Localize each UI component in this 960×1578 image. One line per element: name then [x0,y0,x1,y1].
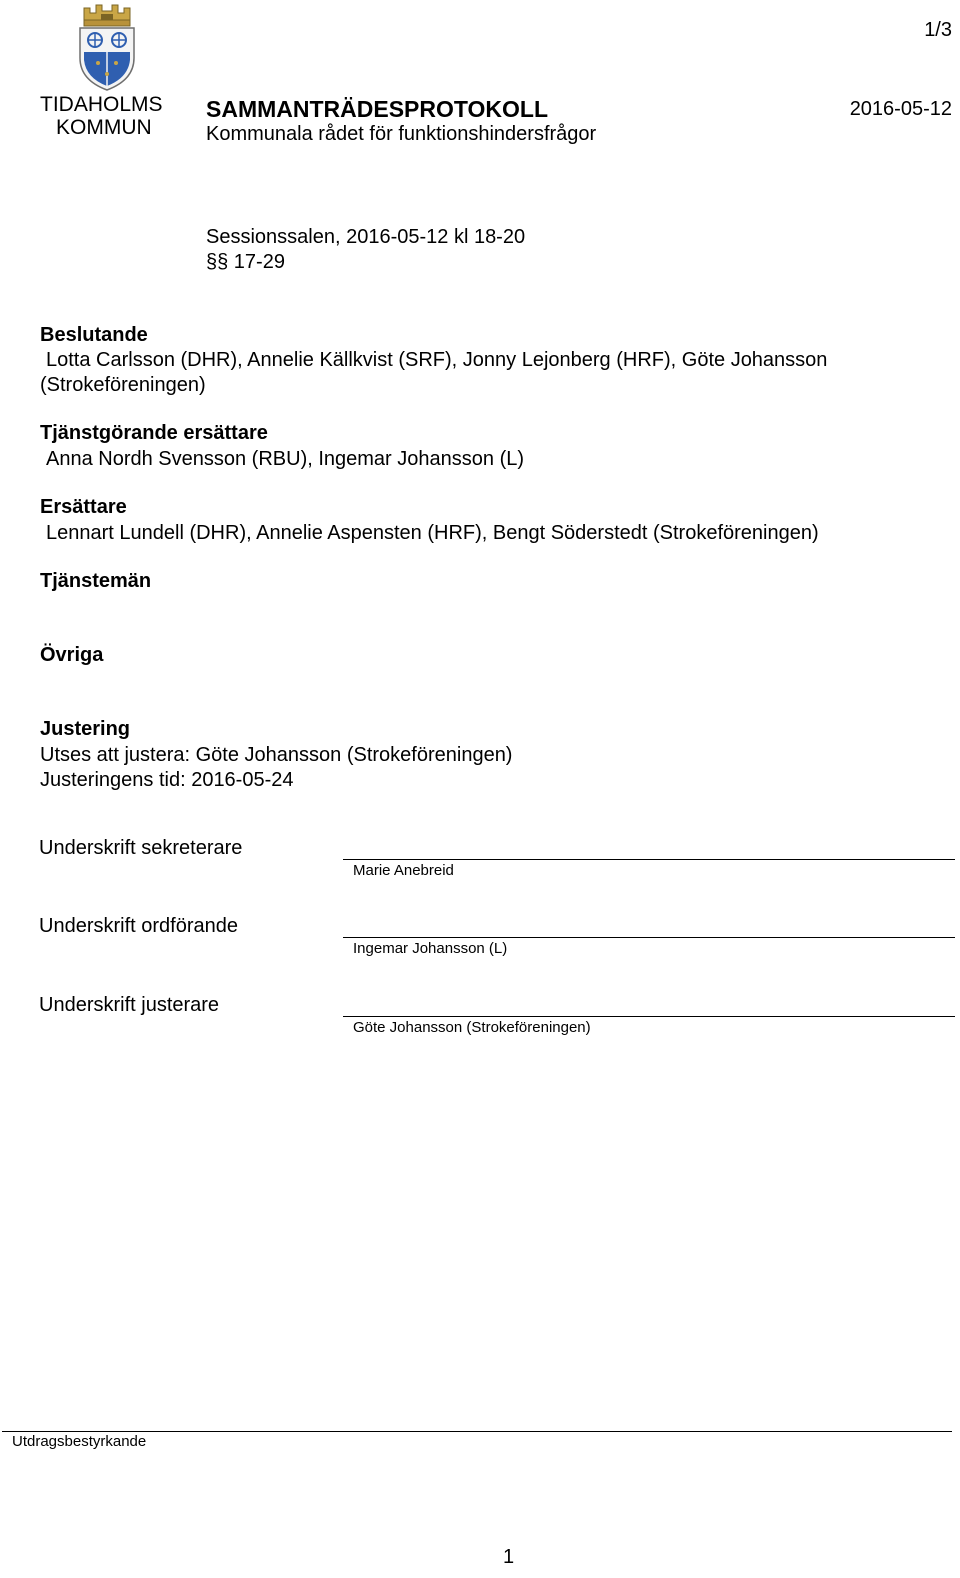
page-number: 1 [503,1546,515,1568]
meeting-info [206,225,525,275]
signature-line-adjuster [343,1016,955,1017]
section-heading-ovriga: Övriga [40,644,104,666]
section-heading-beslutande: Beslutande [40,324,148,346]
page-indicator: 1/3 [924,19,952,41]
signature-line-secretary [343,859,955,860]
document-title: SAMMANTRÄDESPROTOKOLL [206,96,549,122]
section-text-beslutande-cont: (Strokeföreningen) [40,374,206,396]
meeting-place-time: Sessionssalen, 2016-05-12 kl 18-20 [206,226,526,248]
section-heading-tjanstgorande: Tjänstgörande ersättare [40,422,268,444]
justering-adjuster: Utses att justera: Göte Johansson (Strokeföreningen) [40,744,513,766]
signature-line-chair [343,937,955,938]
signature-name-chair: Ingemar Johansson (L) [353,940,508,957]
justering-time: Justeringens tid: 2016-05-24 [40,769,294,791]
municipality-name-line1: TIDAHOLMS [40,93,163,116]
section-text-ersattare: Lennart Lundell (DHR), Annelie Aspensten (HRF), Bengt Söderstedt (Strokeföreningen) [46,522,819,544]
footer-certification-label: Utdragsbestyrkande [12,1433,147,1450]
section-heading-tjansteman: Tjänstemän [40,570,152,592]
signature-name-secretary: Marie Anebreid [353,862,454,879]
signature-name-adjuster: Göte Johansson (Strokeföreningen) [353,1019,591,1036]
section-text-beslutande: Lotta Carlsson (DHR), Annelie Källkvist (SRF), Jonny Lejonberg (HRF), Göte Johansson [46,349,828,371]
municipality-name [40,93,163,139]
footer-divider [2,1431,952,1432]
section-text-tjanstgorande: Anna Nordh Svensson (RBU), Ingemar Johansson (L) [46,448,525,470]
section-heading-justering: Justering [40,718,131,740]
document-subtitle: Kommunala rådet för funktionshindersfrågor [206,123,597,145]
section-heading-ersattare: Ersättare [40,496,127,518]
signature-label-chair: Underskrift ordförande [39,915,238,937]
meeting-paragraphs: §§ 17-29 [206,251,285,273]
signature-label-adjuster: Underskrift justerare [39,994,220,1016]
signature-label-secretary: Underskrift sekreterare [39,837,243,859]
municipality-crest-icon [76,0,138,92]
document-date: 2016-05-12 [849,98,952,120]
municipality-name-line2: KOMMUN [56,116,152,139]
